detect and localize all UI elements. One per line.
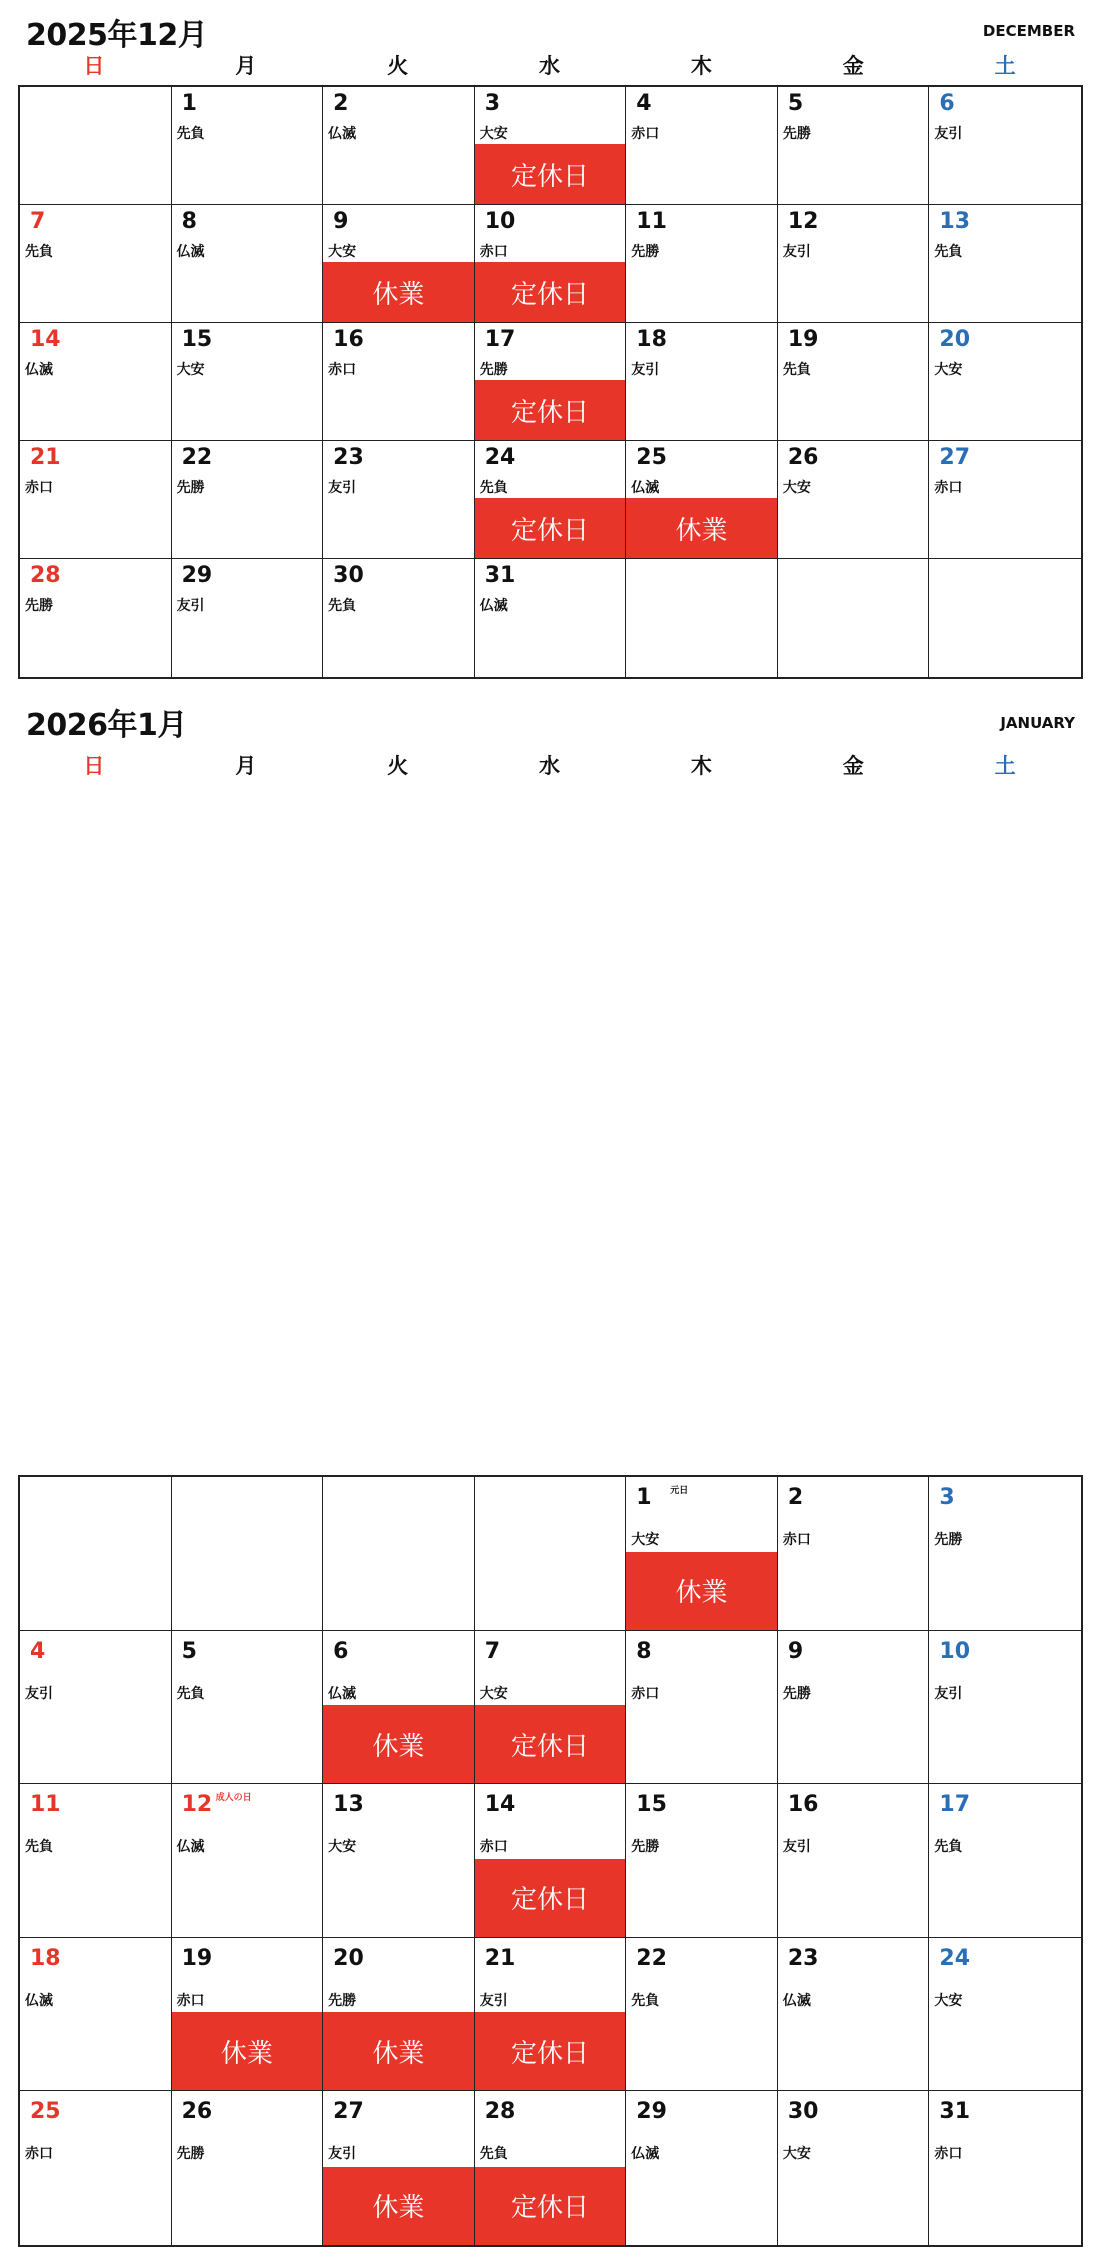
day-number: 30 (333, 563, 364, 588)
closed-badge: 休業 (323, 1705, 474, 1783)
rokuyo-label: 友引 (631, 362, 660, 378)
rokuyo-label: 仏滅 (176, 1839, 205, 1856)
weekday-monday: 月 (235, 54, 257, 78)
rokuyo-label: 先負 (934, 244, 963, 260)
rokuyo-label: 先勝 (25, 598, 53, 614)
month-english-name: JANUARY (1000, 714, 1075, 732)
day-number: 30 (787, 2099, 819, 2125)
weekday-tuesday: 火 (387, 754, 409, 778)
day-number: 22 (181, 445, 213, 470)
rokuyo-label: 赤口 (934, 2146, 963, 2163)
day-cell (778, 323, 930, 441)
rokuyo-label: 赤口 (934, 480, 963, 496)
day-cell (626, 1938, 778, 2092)
rokuyo-label: 仏滅 (328, 1685, 357, 1702)
weekday-friday: 金 (842, 754, 864, 778)
rokuyo-label: 先負 (176, 1685, 205, 1702)
day-cell (323, 87, 475, 205)
day-number: 17 (484, 327, 516, 352)
day-number: 31 (939, 2099, 971, 2125)
rokuyo-label: 先負 (25, 244, 53, 260)
empty-cell (626, 559, 778, 677)
rokuyo-label: 友引 (328, 480, 357, 496)
rokuyo-label: 赤口 (631, 126, 660, 142)
day-number: 2 (787, 1485, 804, 1510)
rokuyo-label: 赤口 (176, 1992, 205, 2009)
month-english-name: DECEMBER (982, 22, 1075, 40)
weekday-header (18, 750, 1081, 780)
day-number: 7 (484, 1638, 501, 1664)
rokuyo-label: 先負 (479, 480, 508, 496)
day-number: 10 (939, 1638, 971, 1664)
month-title: 2026年1月 (26, 708, 187, 743)
day-number: 3 (939, 1485, 955, 1510)
rokuyo-label: 先勝 (328, 1992, 357, 2009)
rokuyo-label: 仏滅 (631, 2146, 660, 2163)
day-number: 25 (30, 2099, 61, 2125)
day-number: 4 (636, 91, 652, 116)
day-cell (172, 323, 324, 441)
day-number: 12 (787, 209, 819, 234)
rokuyo-label: 大安 (631, 1532, 660, 1548)
weekday-sunday: 日 (83, 754, 105, 778)
rokuyo-label: 友引 (328, 2146, 357, 2163)
rokuyo-label: 仏滅 (631, 480, 660, 496)
day-cell (20, 205, 172, 323)
rokuyo-label: 大安 (782, 480, 811, 496)
regular-holiday-badge: 定休日 (475, 262, 626, 322)
day-cell (475, 87, 627, 205)
closed-badge: 休業 (323, 2012, 474, 2090)
weekday-sunday: 日 (83, 54, 105, 78)
rokuyo-label: 友引 (782, 244, 811, 260)
closed-badge: 休業 (323, 2167, 474, 2245)
month-title: 2025年12月 (26, 18, 208, 53)
rokuyo-label: 先勝 (782, 1685, 811, 1702)
regular-holiday-badge: 定休日 (475, 2167, 626, 2245)
empty-cell (929, 559, 1081, 677)
rokuyo-label: 友引 (176, 598, 205, 614)
day-cell (626, 1477, 778, 1631)
day-cell (172, 205, 324, 323)
day-number: 13 (333, 1792, 364, 1818)
day-number: 16 (787, 1792, 819, 1818)
day-number: 2 (333, 91, 349, 116)
day-number: 17 (939, 1792, 971, 1818)
regular-holiday-badge: 定休日 (475, 498, 626, 558)
rokuyo-label: 先負 (25, 1839, 53, 1856)
day-cell (929, 323, 1081, 441)
rokuyo-label: 大安 (479, 126, 508, 142)
closed-badge: 休業 (626, 1552, 777, 1630)
day-cell (20, 1631, 172, 1785)
rokuyo-label: 仏滅 (176, 244, 205, 260)
day-cell (172, 559, 324, 677)
day-number: 26 (181, 2099, 213, 2125)
day-number: 31 (484, 563, 516, 588)
rokuyo-label: 仏滅 (479, 598, 508, 614)
rokuyo-label: 赤口 (479, 1839, 508, 1856)
day-cell (323, 441, 475, 559)
weekday-header (18, 50, 1081, 80)
day-number: 4 (30, 1638, 46, 1664)
rokuyo-label: 先負 (176, 126, 205, 142)
rokuyo-label: 大安 (176, 362, 205, 378)
day-number: 27 (333, 2099, 364, 2125)
day-cell (778, 1477, 930, 1631)
calendar-grid (18, 85, 1083, 679)
rokuyo-label: 赤口 (25, 480, 53, 496)
day-number: 9 (787, 1638, 804, 1664)
rokuyo-label: 仏滅 (25, 362, 53, 378)
rokuyo-label: 大安 (934, 362, 963, 378)
day-number: 18 (636, 327, 667, 352)
day-number: 5 (181, 1638, 197, 1664)
rokuyo-label: 仏滅 (25, 1992, 53, 2009)
day-cell (323, 323, 475, 441)
regular-holiday-badge: 定休日 (475, 1859, 626, 1937)
holiday-label: 元日 (670, 1486, 689, 1496)
day-cell (323, 205, 475, 323)
weekday-friday: 金 (842, 54, 864, 78)
day-cell (20, 323, 172, 441)
rokuyo-label: 大安 (479, 1685, 508, 1702)
day-cell (778, 441, 930, 559)
rokuyo-label: 友引 (934, 126, 963, 142)
day-cell (929, 87, 1081, 205)
day-cell (626, 87, 778, 205)
day-number: 14 (30, 327, 61, 352)
day-cell (929, 205, 1081, 323)
day-cell (475, 2091, 627, 2245)
closed-badge: 休業 (323, 262, 474, 322)
day-number: 29 (636, 2099, 667, 2125)
day-cell (778, 205, 930, 323)
day-number: 11 (636, 209, 667, 234)
day-cell (626, 205, 778, 323)
day-cell (323, 1631, 475, 1785)
day-cell (172, 2091, 324, 2245)
day-number: 29 (181, 563, 213, 588)
day-number: 19 (787, 327, 819, 352)
weekday-saturday: 土 (994, 54, 1016, 78)
empty-cell (323, 1477, 475, 1631)
rokuyo-label: 先勝 (176, 2146, 205, 2163)
day-cell (20, 559, 172, 677)
day-cell (929, 2091, 1081, 2245)
rokuyo-label: 大安 (328, 1839, 357, 1856)
rokuyo-label: 先勝 (934, 1532, 963, 1548)
day-number: 24 (484, 445, 516, 470)
rokuyo-label: 赤口 (479, 244, 508, 260)
holiday-label: 成人の日 (215, 1793, 252, 1804)
rokuyo-label: 先負 (328, 598, 357, 614)
weekday-saturday: 土 (994, 754, 1016, 778)
empty-cell (20, 87, 172, 205)
rokuyo-label: 仏滅 (328, 126, 357, 142)
rokuyo-label: 先負 (782, 362, 811, 378)
day-number: 27 (939, 445, 971, 470)
weekday-wednesday: 水 (538, 54, 560, 78)
day-number: 6 (333, 1638, 349, 1664)
calendar-grid (18, 1475, 1083, 2247)
day-cell (929, 1477, 1081, 1631)
day-number: 21 (484, 1945, 516, 1971)
day-cell (20, 2091, 172, 2245)
day-cell (475, 1938, 627, 2092)
rokuyo-label: 先勝 (631, 1839, 660, 1856)
empty-cell (778, 559, 930, 677)
day-cell (475, 1784, 627, 1938)
day-number: 19 (181, 1945, 213, 1971)
weekday-wednesday: 水 (538, 754, 560, 778)
day-number: 13 (939, 209, 971, 234)
day-cell (172, 1631, 324, 1785)
day-number: 18 (30, 1945, 61, 1971)
day-number: 23 (333, 445, 364, 470)
empty-cell (20, 1477, 172, 1631)
day-cell (475, 323, 627, 441)
rokuyo-label: 先負 (479, 2146, 508, 2163)
closed-badge: 休業 (626, 498, 777, 558)
regular-holiday-badge: 定休日 (475, 1705, 626, 1783)
day-number: 12 (181, 1792, 213, 1818)
regular-holiday-badge: 定休日 (475, 144, 626, 204)
day-cell (475, 205, 627, 323)
day-cell (172, 1784, 324, 1938)
regular-holiday-badge: 定休日 (475, 380, 626, 440)
day-number: 28 (30, 563, 61, 588)
day-number: 8 (636, 1638, 652, 1664)
day-cell (626, 323, 778, 441)
day-number: 16 (333, 327, 364, 352)
day-number: 11 (30, 1792, 61, 1818)
day-cell (172, 441, 324, 559)
weekday-tuesday: 火 (387, 54, 409, 78)
rokuyo-label: 赤口 (631, 1685, 660, 1702)
day-number: 15 (181, 327, 213, 352)
day-cell (929, 1938, 1081, 2092)
day-number: 5 (787, 91, 804, 116)
day-number: 1 (636, 1485, 652, 1510)
day-number: 28 (484, 2099, 516, 2125)
day-number: 9 (333, 209, 349, 234)
day-cell (323, 559, 475, 677)
weekday-thursday: 木 (690, 54, 712, 78)
day-number: 20 (939, 327, 971, 352)
day-cell (20, 1784, 172, 1938)
day-number: 10 (484, 209, 516, 234)
day-cell (778, 87, 930, 205)
day-number: 7 (30, 209, 46, 234)
day-cell (172, 1938, 324, 2092)
rokuyo-label: 先負 (934, 1839, 963, 1856)
empty-cell (475, 1477, 627, 1631)
day-cell (323, 2091, 475, 2245)
day-cell (475, 441, 627, 559)
day-cell (475, 1631, 627, 1785)
day-cell (475, 559, 627, 677)
day-cell (172, 87, 324, 205)
day-cell (929, 1784, 1081, 1938)
rokuyo-label: 先勝 (631, 244, 660, 260)
day-number: 14 (484, 1792, 516, 1818)
day-cell (20, 1938, 172, 2092)
day-cell (626, 2091, 778, 2245)
day-number: 25 (636, 445, 667, 470)
day-number: 23 (787, 1945, 819, 1971)
rokuyo-label: 大安 (328, 244, 357, 260)
day-number: 1 (181, 91, 197, 116)
day-cell (929, 441, 1081, 559)
day-cell (20, 441, 172, 559)
day-number: 24 (939, 1945, 971, 1971)
rokuyo-label: 先勝 (479, 362, 508, 378)
rokuyo-label: 赤口 (328, 362, 357, 378)
rokuyo-label: 友引 (934, 1685, 963, 1702)
day-number: 21 (30, 445, 61, 470)
day-cell (323, 1938, 475, 2092)
day-number: 22 (636, 1945, 667, 1971)
weekday-monday: 月 (235, 754, 257, 778)
day-cell (778, 1631, 930, 1785)
day-number: 26 (787, 445, 819, 470)
rokuyo-label: 大安 (782, 2146, 811, 2163)
day-number: 8 (181, 209, 197, 234)
rokuyo-label: 友引 (479, 1992, 508, 2009)
day-number: 3 (484, 91, 501, 116)
rokuyo-label: 赤口 (25, 2146, 53, 2163)
rokuyo-label: 先負 (631, 1992, 660, 2009)
day-number: 15 (636, 1792, 667, 1818)
weekday-thursday: 木 (690, 754, 712, 778)
day-cell (626, 441, 778, 559)
day-cell (929, 1631, 1081, 1785)
day-cell (778, 1784, 930, 1938)
rokuyo-label: 先勝 (176, 480, 205, 496)
closed-badge: 休業 (172, 2012, 323, 2090)
rokuyo-label: 仏滅 (782, 1992, 811, 2009)
rokuyo-label: 友引 (25, 1685, 53, 1702)
day-number: 6 (939, 91, 955, 116)
regular-holiday-badge: 定休日 (475, 2012, 626, 2090)
rokuyo-label: 先勝 (782, 126, 811, 142)
day-cell (323, 1784, 475, 1938)
day-cell (778, 1938, 930, 2092)
rokuyo-label: 大安 (934, 1992, 963, 2009)
day-cell (778, 2091, 930, 2245)
day-cell (626, 1631, 778, 1785)
empty-cell (172, 1477, 324, 1631)
rokuyo-label: 友引 (782, 1839, 811, 1856)
day-number: 20 (333, 1945, 364, 1971)
rokuyo-label: 赤口 (782, 1532, 811, 1548)
day-cell (626, 1784, 778, 1938)
